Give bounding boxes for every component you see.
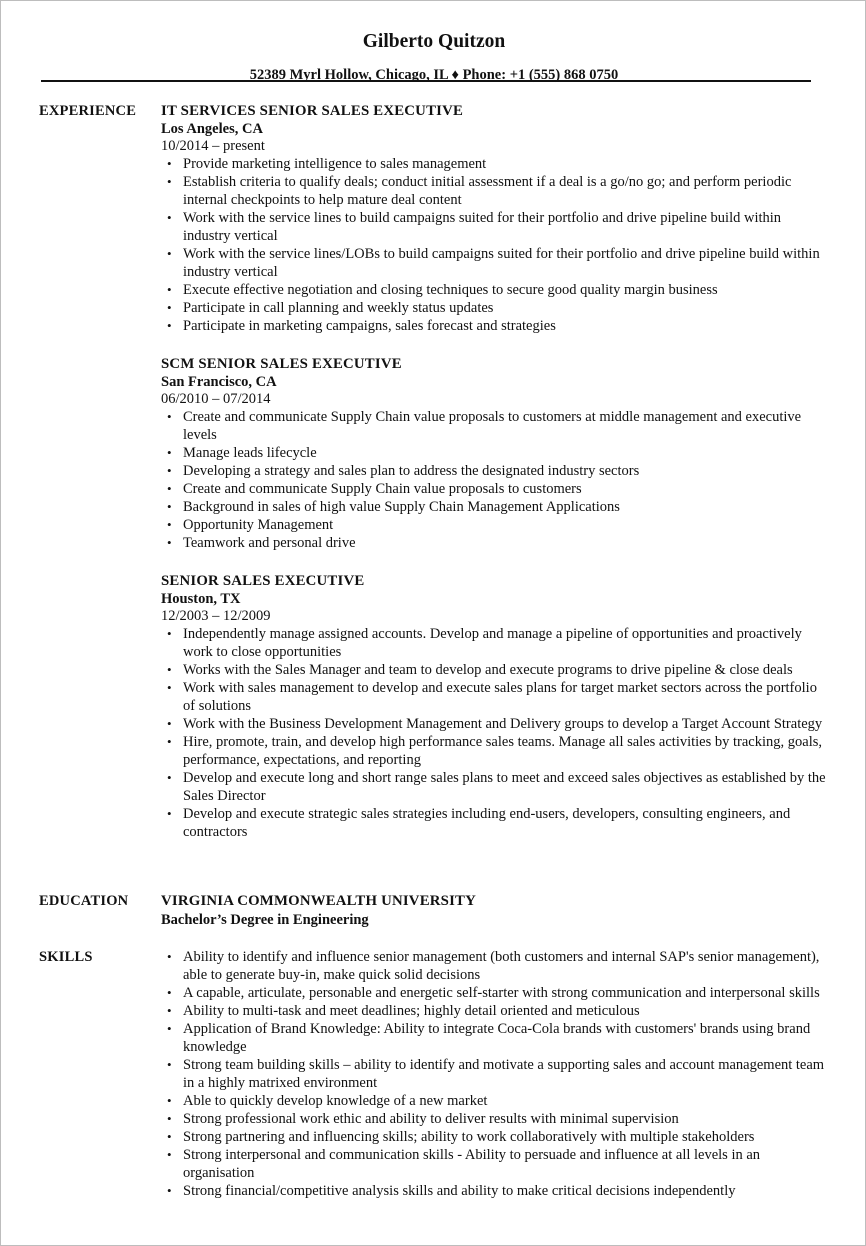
section-label-skills: SKILLS (39, 949, 93, 965)
duty-item: • Develop and execute long and short range sales plans to meet and exceed sales objectives as established by the Sales Director (183, 769, 829, 805)
duty-item: • Work with the service lines/LOBs to build campaigns suited for their portfolio and drive pipeline build within industry vertical (183, 245, 829, 281)
school-name: VIRGINIA COMMONWEALTH UNIVERSITY (161, 893, 476, 909)
job-duties (161, 408, 829, 552)
duty-item: • Hire, promote, train, and develop high performance sales teams. Manage all sales activities by tracking, goals, performance, expectations, and reporting (183, 733, 829, 769)
job-location: Los Angeles, CA (161, 121, 263, 137)
education-body (161, 892, 829, 930)
duty-item: • Teamwork and personal drive (183, 534, 829, 552)
skill-item: • Strong financial/competitive analysis skills and ability to make critical decisions independently (183, 1182, 829, 1200)
duty-item: • Background in sales of high value Supply Chain Management Applications (183, 498, 829, 516)
skill-item: • Ability to identify and influence senior management (both customers and internal SAP's senior management), able to generate buy-in, make quick solid decisions (183, 948, 829, 984)
candidate-name: Gilberto Quitzon (362, 31, 506, 52)
experience-body (161, 102, 829, 861)
duty-item: • Work with the Business Development Management and Delivery groups to develop a Target Account Strategy (183, 715, 829, 733)
skill-item: • Strong professional work ethic and ability to deliver results with minimal supervision (183, 1110, 829, 1128)
section-label-experience: EXPERIENCE (39, 103, 137, 119)
skill-item: • Strong team building skills – ability to identify and motivate a supporting sales and account management team in a highly matrixed environment (183, 1056, 829, 1092)
skill-item: • Able to quickly develop knowledge of a new market (183, 1092, 829, 1110)
duty-item: • Independently manage assigned accounts. Develop and manage a pipeline of opportunities and proactively work to close opportunities (183, 625, 829, 661)
duty-item: • Developing a strategy and sales plan to address the designated industry sectors (183, 462, 829, 480)
job-entry (161, 572, 829, 841)
job-entry (161, 355, 829, 552)
job-dates: 12/2003 – 12/2009 (161, 608, 271, 624)
section-label-education: EDUCATION (39, 893, 129, 909)
job-location: San Francisco, CA (161, 374, 277, 390)
skills-list (161, 948, 829, 1200)
duty-item: • Provide marketing intelligence to sales management (183, 155, 829, 173)
skill-item: • Strong partnering and influencing skills; ability to work collaboratively with multiple stakeholders (183, 1128, 829, 1146)
resume-header (1, 29, 866, 85)
job-dates: 06/2010 – 07/2014 (161, 391, 271, 407)
skill-item: • Ability to multi-task and meet deadlines; highly detail oriented and meticulous (183, 1002, 829, 1020)
header-divider (41, 80, 811, 82)
skill-item: • A capable, articulate, personable and energetic self-starter with strong communication and interpersonal skills (183, 984, 829, 1002)
duty-item: • Create and communicate Supply Chain value proposals to customers at middle management and executive levels (183, 408, 829, 444)
job-title: SCM SENIOR SALES EXECUTIVE (161, 356, 402, 372)
duty-item: • Participate in marketing campaigns, sales forecast and strategies (183, 317, 829, 335)
duty-item: • Develop and execute strategic sales strategies including end-users, developers, consulting engineers, and contractors (183, 805, 829, 841)
contact-line: 52389 Myrl Hollow, Chicago, IL ♦ Phone: +1 (555) 868 0750 (249, 67, 619, 83)
duty-item: • Manage leads lifecycle (183, 444, 829, 462)
job-duties (161, 625, 829, 841)
degree-name: Bachelor’s Degree in Engineering (161, 912, 369, 928)
skills-body (161, 948, 829, 1200)
duty-item: • Work with sales management to develop and execute sales plans for target market sectors across the portfolio of solutions (183, 679, 829, 715)
duty-item: • Opportunity Management (183, 516, 829, 534)
skill-item: • Strong interpersonal and communication skills - Ability to persuade and influence at all levels in an organisation (183, 1146, 829, 1182)
job-title: SENIOR SALES EXECUTIVE (161, 573, 365, 589)
job-duties (161, 155, 829, 335)
job-title: IT SERVICES SENIOR SALES EXECUTIVE (161, 103, 464, 119)
job-location: Houston, TX (161, 591, 241, 607)
duty-item: • Create and communicate Supply Chain value proposals to customers (183, 480, 829, 498)
duty-item: • Work with the service lines to build campaigns suited for their portfolio and drive pipeline build within industry vertical (183, 209, 829, 245)
duty-item: • Participate in call planning and weekly status updates (183, 299, 829, 317)
skill-item: • Application of Brand Knowledge: Ability to integrate Coca-Cola brands with customers' brands using brand knowledge (183, 1020, 829, 1056)
duty-item: • Establish criteria to qualify deals; conduct initial assessment if a deal is a go/no go; and perform periodic internal checkpoints to help mature deal content (183, 173, 829, 209)
job-dates: 10/2014 – present (161, 138, 265, 154)
duty-item: • Execute effective negotiation and closing techniques to secure good quality margin business (183, 281, 829, 299)
duty-item: • Works with the Sales Manager and team to develop and execute programs to drive pipeline & close deals (183, 661, 829, 679)
job-entry (161, 102, 829, 335)
